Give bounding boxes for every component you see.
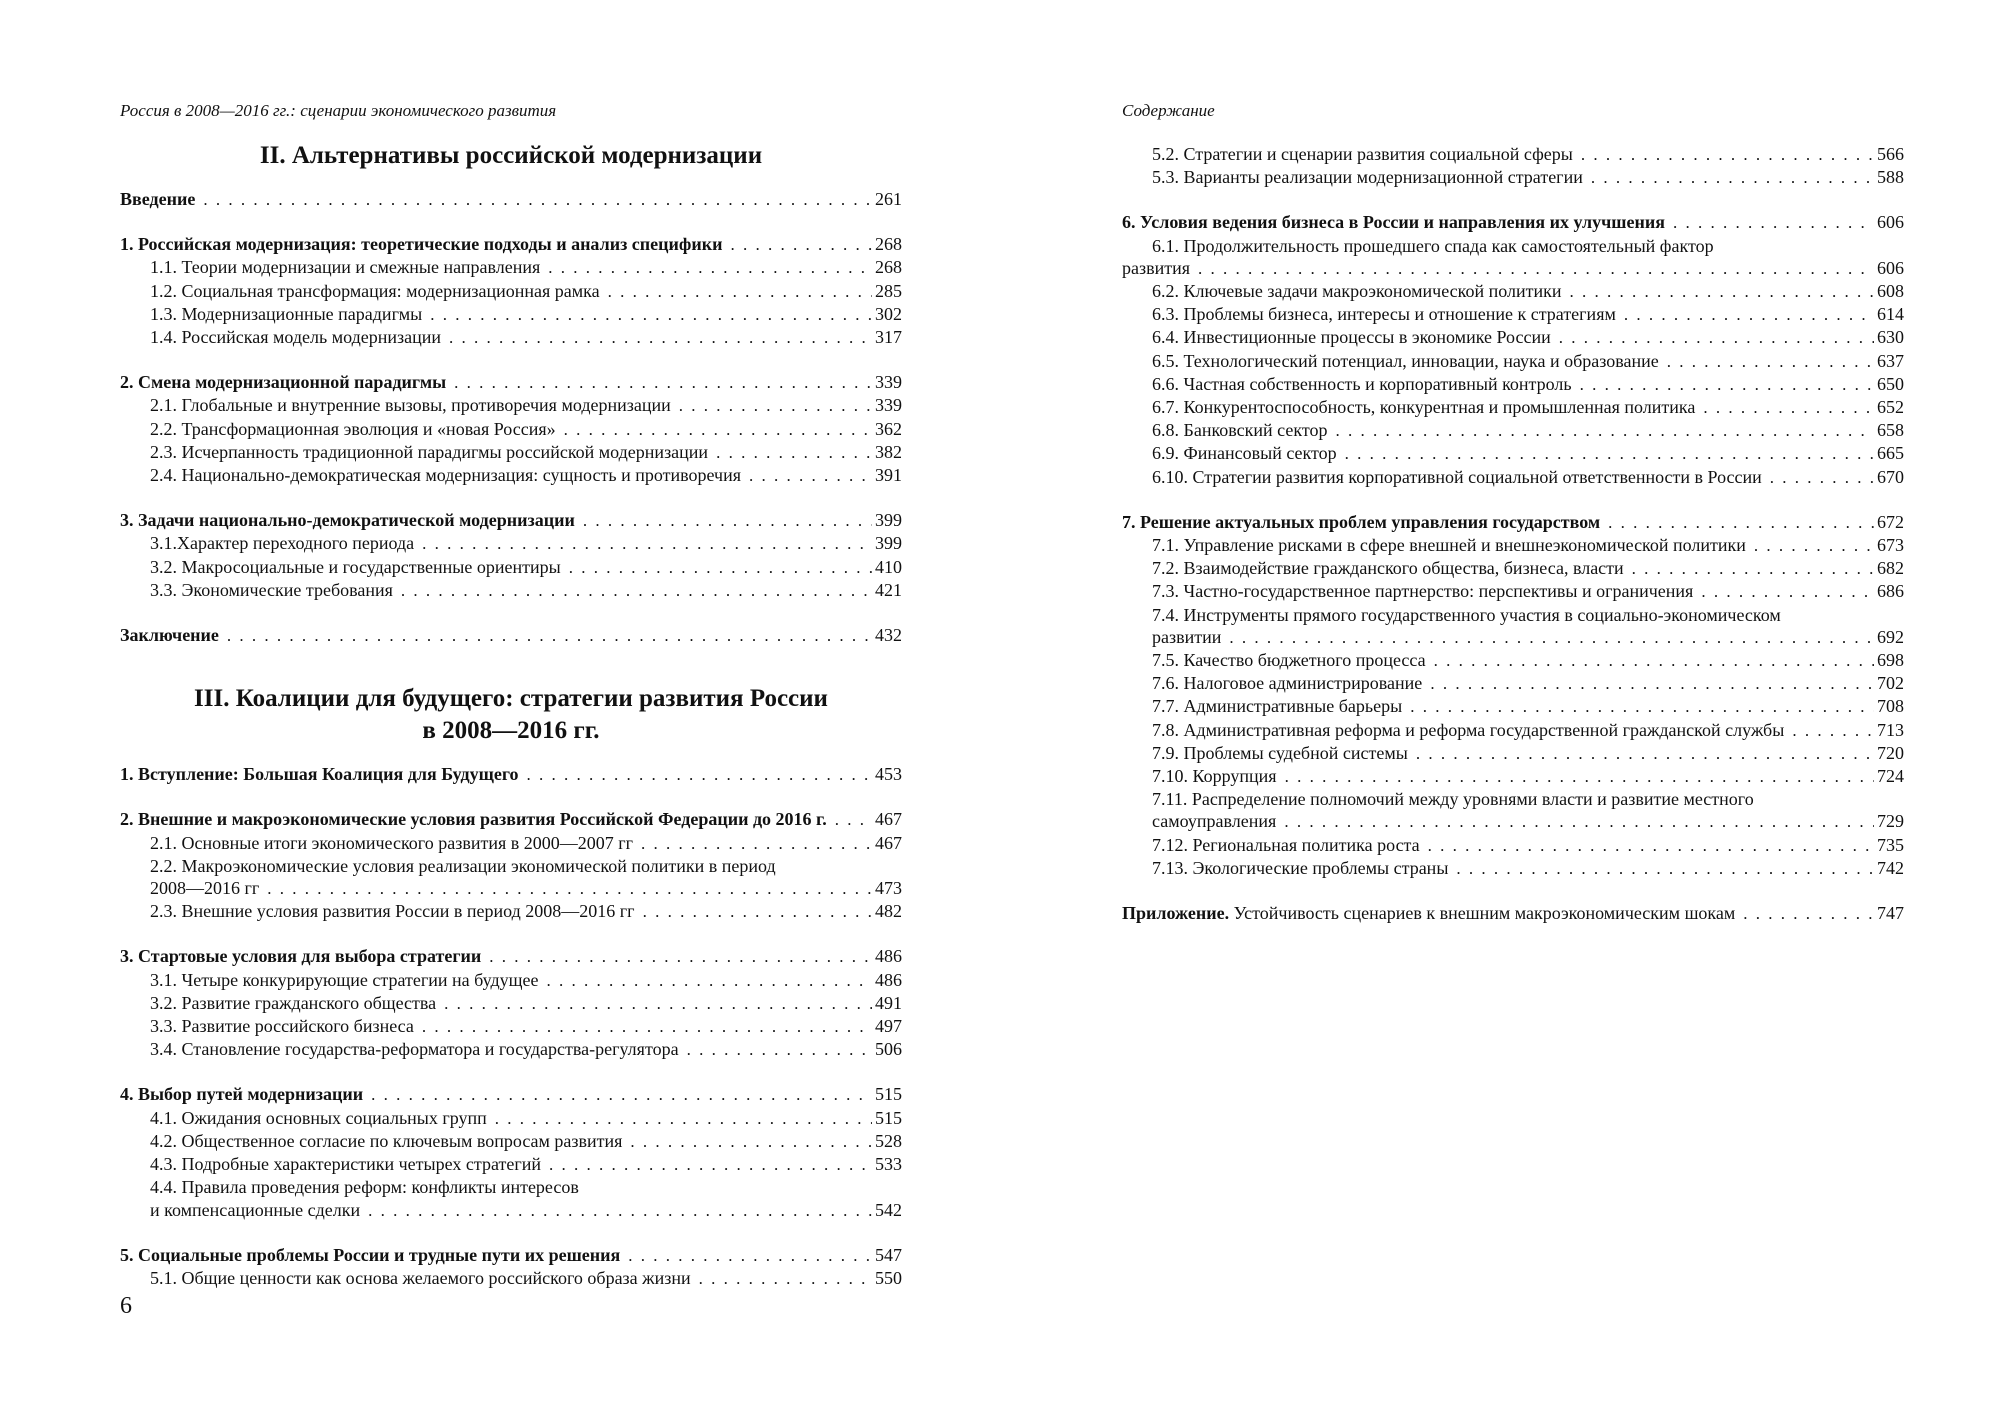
toc-subentry[interactable]: 3.2. Развитие гражданского общества . . . 491 — [120, 992, 902, 1015]
toc-subentry[interactable]: 2.1. Основные итоги экономического развития в 2000—2007 гг . . . 467 — [120, 832, 902, 855]
toc-subentry[interactable]: 3.1.Характер переходного периода . . . 399 — [120, 532, 902, 555]
part-title: III. Коалиции для будущего: стратегии развития России в 2008—2016 гг. — [194, 685, 828, 745]
toc-subentry[interactable]: развитии . . . 692 — [1122, 626, 1904, 649]
toc-subentry[interactable]: 1.1. Теории модернизации и смежные направления . . . 268 — [120, 256, 902, 279]
toc-entry[interactable]: 1. Вступление: Большая Коалиция для Будущего . . . 453 — [120, 763, 902, 786]
running-head: Содержание — [1122, 101, 1215, 120]
toc-subentry[interactable]: 7.5. Качество бюджетного процесса . . . 698 — [1122, 649, 1904, 672]
toc-subentry[interactable]: 3.1. Четыре конкурирующие стратегии на будущее . . . 486 — [120, 969, 902, 992]
toc-subentry[interactable]: 6.2. Ключевые задачи макроэкономической политики . . . 608 — [1122, 280, 1904, 303]
toc-subentry[interactable]: самоуправления . . . 729 — [1122, 810, 1904, 833]
toc-subentry[interactable]: 2.2. Трансформационная эволюция и «новая Россия» . . . 362 — [120, 418, 902, 441]
toc-subentry[interactable]: 2.4. Национально-демократическая модернизация: сущность и противоречия . . . 391 — [120, 464, 902, 487]
toc-subentry[interactable]: 6.4. Инвестиционные процессы в экономике России . . . 630 — [1122, 326, 1904, 349]
toc-subentry[interactable]: 6.8. Банковский сектор . . . 658 — [1122, 419, 1904, 442]
toc-subentry[interactable]: 4.3. Подробные характеристики четырех стратегий . . . 533 — [120, 1153, 902, 1176]
toc-subentry[interactable]: 3.4. Становление государства-реформатора и государства-регулятора . . . 506 — [120, 1038, 902, 1061]
toc-subentry[interactable]: 7.3. Частно-государственное партнерство: перспективы и ограничения . . . 686 — [1122, 580, 1904, 603]
toc-subentry[interactable]: 2.3. Исчерпанность традиционной парадигмы российской модернизации . . . 382 — [120, 441, 902, 464]
toc-subentry[interactable]: 1.4. Российская модель модернизации . . . 317 — [120, 326, 902, 349]
toc-entry[interactable]: 3. Задачи национально-демократической модернизации . . . 399 — [120, 509, 902, 532]
toc-subentry[interactable]: 6.7. Конкурентоспособность, конкурентная и промышленная политика . . . 652 — [1122, 396, 1904, 419]
toc-subentry[interactable]: 2008—2016 гг . . . 473 — [120, 877, 902, 900]
toc-entry[interactable]: 4. Выбор путей модернизации . . . 515 — [120, 1083, 902, 1106]
toc-right — [1122, 143, 1904, 925]
toc-subentry[interactable]: 6.6. Частная собственность и корпоративный контроль . . . 650 — [1122, 373, 1904, 396]
toc-subentry[interactable]: 7.7. Административные барьеры . . . 708 — [1122, 695, 1904, 718]
toc-subentry[interactable]: и компенсационные сделки . . . 542 — [120, 1199, 902, 1222]
toc-subentry[interactable]: 2.1. Глобальные и внутренние вызовы, противоречия модернизации . . . 339 — [120, 394, 902, 417]
toc-subentry[interactable]: 2.3. Внешние условия развития России в период 2008—2016 гг . . . 482 — [120, 900, 902, 923]
toc-entry[interactable]: Введение . . . 261 — [120, 188, 902, 211]
toc-subentry[interactable]: 7.8. Административная реформа и реформа государственной гражданской службы . . . 713 — [1122, 719, 1904, 742]
toc-subentry[interactable]: 7.9. Проблемы судебной системы . . . 720 — [1122, 742, 1904, 765]
toc-subentry[interactable]: 4.2. Общественное согласие по ключевым вопросам развития . . . 528 — [120, 1130, 902, 1153]
toc-subentry[interactable]: 5.3. Варианты реализации модернизационной стратегии . . . 588 — [1122, 166, 1904, 189]
toc-subentry[interactable]: 7.12. Региональная политика роста . . . 735 — [1122, 834, 1904, 857]
toc-entry-appendix[interactable]: Приложение. Устойчивость сценариев к внешним макроэкономическим шокам . . . 747 — [1122, 902, 1904, 925]
toc-subentry[interactable]: 1.2. Социальная трансформация: модернизационная рамка . . . 285 — [120, 280, 902, 303]
toc-subentry[interactable]: 6.3. Проблемы бизнеса, интересы и отношение к стратегиям . . . 614 — [1122, 303, 1904, 326]
toc-subentry[interactable]: 7.13. Экологические проблемы страны . . . 742 — [1122, 857, 1904, 880]
toc-subentry[interactable]: 7.10. Коррупция . . . 724 — [1122, 765, 1904, 788]
toc-subentry[interactable]: 5.2. Стратегии и сценарии развития социальной сферы . . . 566 — [1122, 143, 1904, 166]
toc-subentry[interactable]: развития . . . 606 — [1122, 257, 1904, 280]
toc-left — [120, 140, 902, 1290]
toc-subentry-line[interactable]: 2.2. Макроэкономические условия реализации экономической политики в период — [150, 855, 776, 876]
toc-subentry[interactable]: 3.3. Развитие российского бизнеса . . . 497 — [120, 1015, 902, 1038]
toc-entry[interactable]: 6. Условия ведения бизнеса в России и направления их улучшения . . . 606 — [1122, 211, 1904, 234]
toc-entry[interactable]: 7. Решение актуальных проблем управления государством . . . 672 — [1122, 511, 1904, 534]
toc-entry[interactable]: 2. Смена модернизационной парадигмы . . . 339 — [120, 371, 902, 394]
toc-entry[interactable]: 2. Внешние и макроэкономические условия развития Российской Федерации до 2016 г. . . . 467 — [120, 808, 902, 831]
toc-subentry-line[interactable]: 4.4. Правила проведения реформ: конфликты интересов — [150, 1177, 579, 1198]
toc-entry[interactable]: 5. Социальные проблемы России и трудные пути их решения . . . 547 — [120, 1244, 902, 1267]
running-head: Россия в 2008—2016 гг.: сценарии экономического развития — [120, 101, 557, 120]
toc-subentry[interactable]: 7.6. Налоговое администрирование . . . 702 — [1122, 672, 1904, 695]
toc-entry[interactable]: 1. Российская модернизация: теоретические подходы и анализ специфики . . . 268 — [120, 233, 902, 256]
toc-subentry[interactable]: 7.2. Взаимодействие гражданского общества, бизнеса, власти . . . 682 — [1122, 557, 1904, 580]
toc-entry[interactable]: 3. Стартовые условия для выбора стратегии . . . 486 — [120, 945, 902, 968]
toc-subentry-line[interactable]: 7.4. Инструменты прямого государственного участия в социально-экономическом — [1152, 604, 1781, 625]
toc-subentry[interactable]: 3.2. Макросоциальные и государственные ориентиры . . . 410 — [120, 556, 902, 579]
toc-subentry-line[interactable]: 6.1. Продолжительность прошедшего спада как самостоятельный фактор — [1152, 235, 1714, 256]
toc-subentry[interactable]: 6.9. Финансовый сектор . . . 665 — [1122, 442, 1904, 465]
part-title: II. Альтернативы российской модернизации — [259, 142, 763, 169]
toc-subentry[interactable]: 1.3. Модернизационные парадигмы . . . 302 — [120, 303, 902, 326]
toc-entry[interactable]: Заключение . . . 432 — [120, 624, 902, 647]
toc-subentry[interactable]: 6.10. Стратегии развития корпоративной социальной ответственности в России . . . 670 — [1122, 466, 1904, 489]
page-number: 6 — [120, 1293, 132, 1319]
toc-subentry-line[interactable]: 7.11. Распределение полномочий между уровнями власти и развитие местного — [1152, 789, 1754, 810]
toc-subentry[interactable]: 5.1. Общие ценности как основа желаемого российского образа жизни . . . 550 — [120, 1267, 902, 1290]
toc-subentry[interactable]: 6.5. Технологический потенциал, инновации, наука и образование . . . 637 — [1122, 350, 1904, 373]
toc-subentry[interactable]: 3.3. Экономические требования . . . 421 — [120, 579, 902, 602]
toc-subentry[interactable]: 7.1. Управление рисками в сфере внешней и внешнеэкономической политики . . . 673 — [1122, 534, 1904, 557]
toc-subentry[interactable]: 4.1. Ожидания основных социальных групп . . . 515 — [120, 1107, 902, 1130]
